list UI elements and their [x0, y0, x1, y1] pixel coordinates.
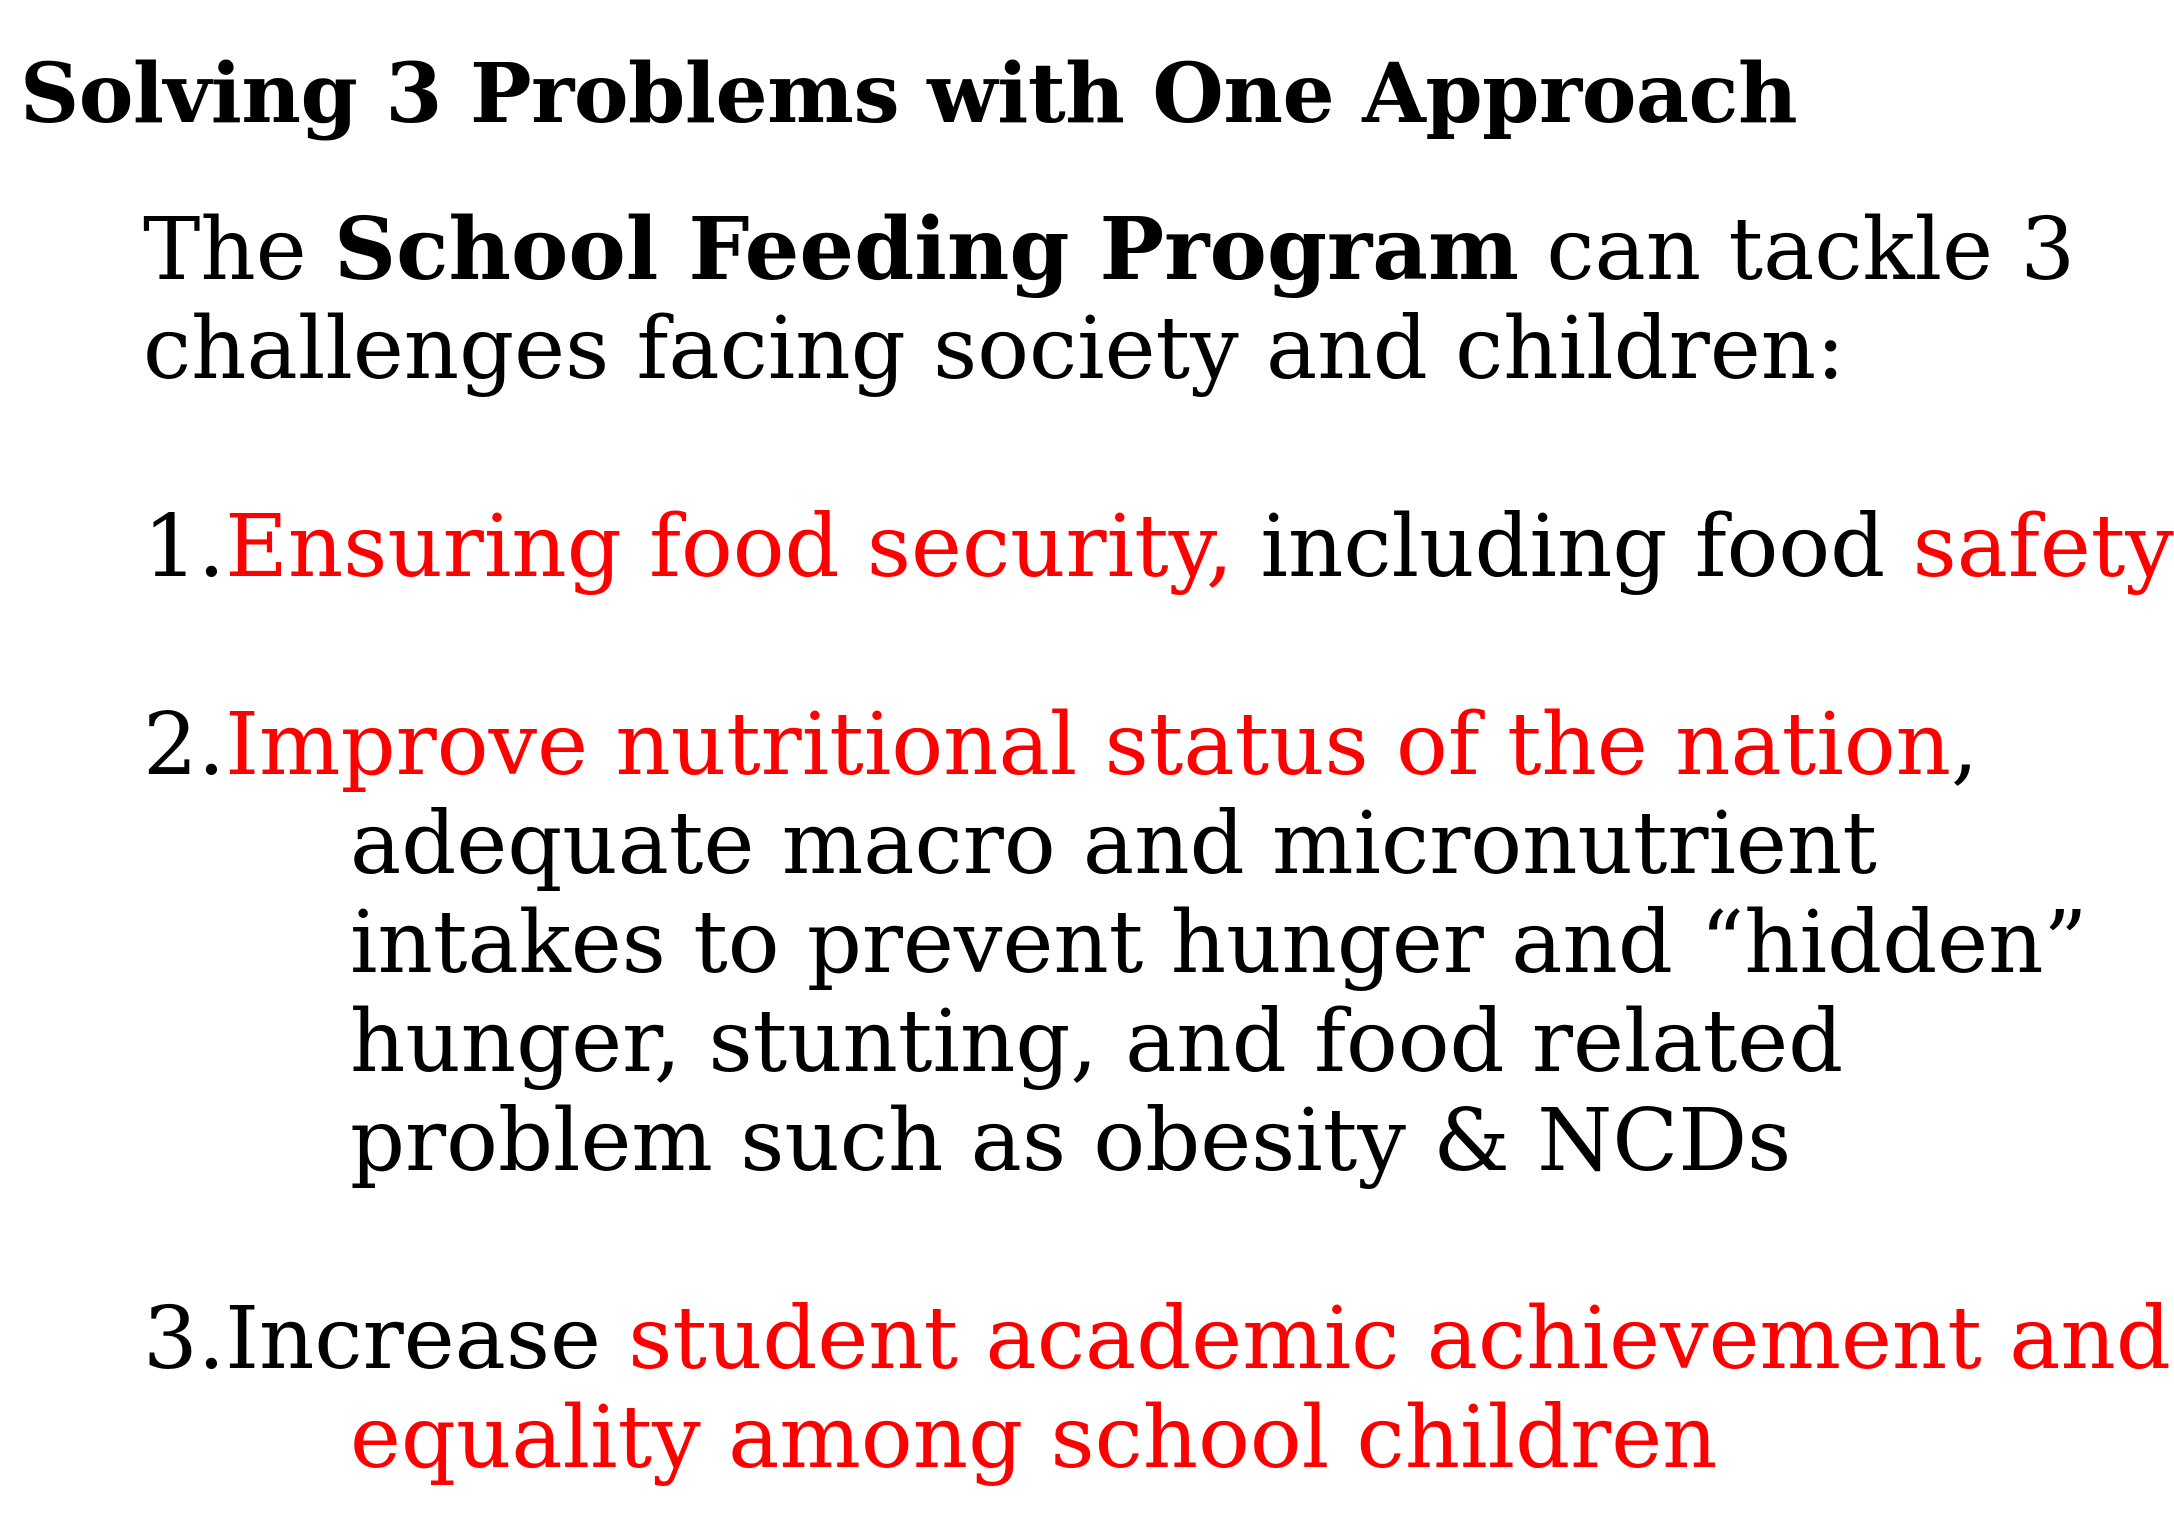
item-2-line-2: adequate macro and micronutrient: [350, 794, 1877, 894]
item-2-line-5: problem such as obesity & NCDs: [350, 1091, 1792, 1191]
item-3-line-1: [143, 1289, 2171, 1389]
item-2-number: 2.: [143, 695, 226, 795]
item-2-highlight: Improve nutritional status of the nation: [225, 695, 1952, 795]
item-3-line-2: equality among school children: [350, 1388, 1718, 1488]
item-2-line-4: hunger, stunting, and food related: [350, 992, 1844, 1092]
item-3-number: 3.: [143, 1289, 226, 1389]
intro-line1-suffix: can tackle 3: [1519, 200, 2076, 300]
slide-title: Solving 3 Problems with One Approach: [20, 46, 1798, 142]
item-3-highlight: student academic achievement and: [628, 1289, 2171, 1389]
intro-prefix: The: [143, 200, 334, 300]
program-name: School Feeding Program: [333, 199, 1520, 300]
list-item-2: [143, 695, 2088, 1191]
item-2-line-1: [143, 696, 2033, 795]
item-2-line-3: intakes to prevent hunger and “hidden”: [350, 893, 2088, 993]
item-1-number: 1.: [143, 497, 226, 597]
list-item-1: [143, 497, 2174, 597]
intro-line-2: challenges facing society and children:: [143, 299, 1846, 399]
item-2-after: ,: [1951, 695, 1979, 795]
slide-body: [143, 199, 2174, 1488]
list-item-3: [143, 1289, 2171, 1488]
item-1-highlight-2: safety: [1912, 497, 2174, 597]
intro-line-1: [143, 199, 2076, 300]
item-3-prefix: Increase: [225, 1289, 629, 1389]
item-1-line: [143, 497, 2174, 597]
intro-paragraph: [143, 199, 2076, 399]
item-1-middle: including food: [1233, 497, 1913, 597]
item-1-highlight: Ensuring food security,: [225, 497, 1234, 597]
